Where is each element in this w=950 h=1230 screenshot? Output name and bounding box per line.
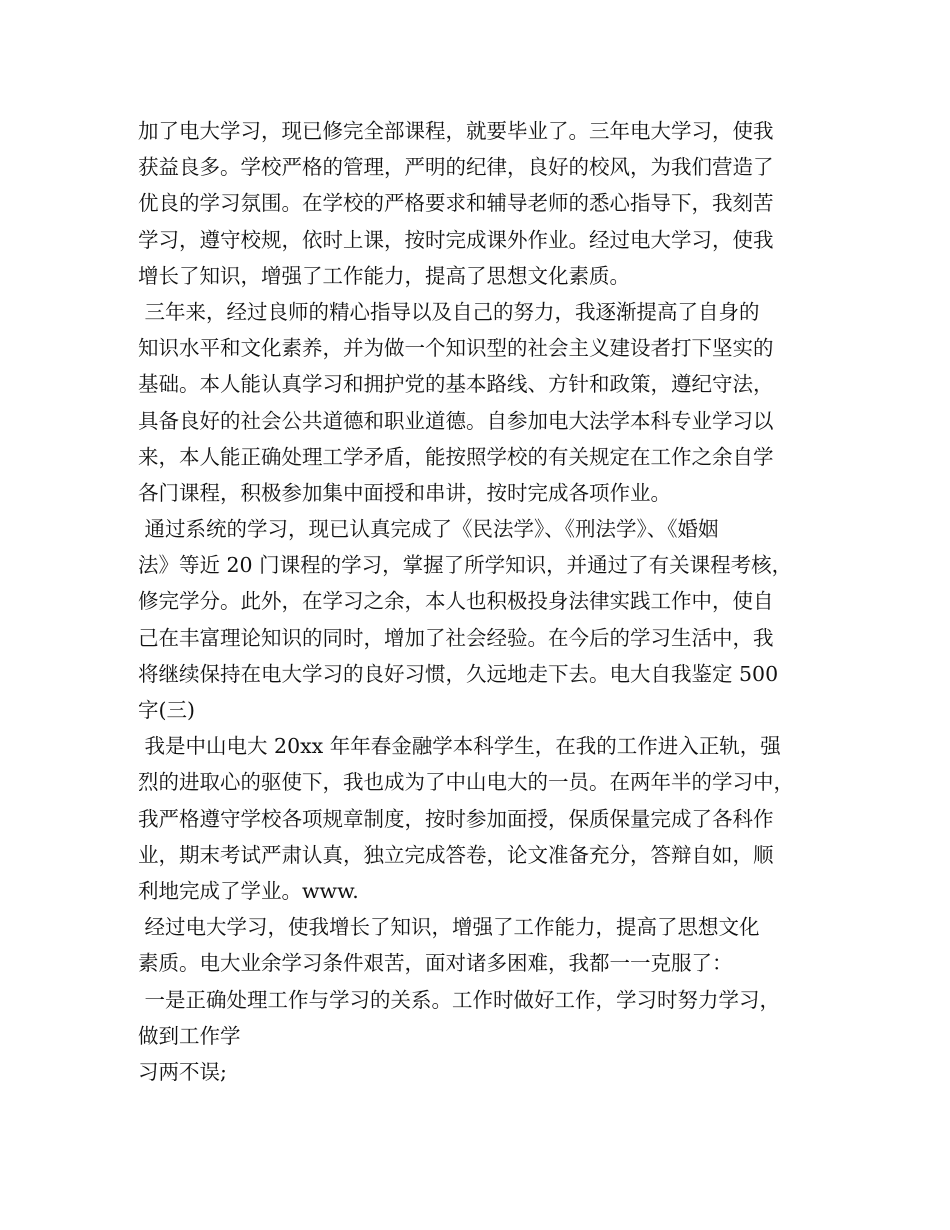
text-line: 基础。本人能认真学习和拥护党的基本路线、方针和政策，遵纪守法，: [138, 372, 774, 397]
text-line: 习两不误;: [138, 1059, 227, 1084]
text-line: 素质。电大业余学习条件艰苦，面对诸多困难，我都一一克服了：: [138, 951, 733, 976]
text-line: 三年来，经过良师的精心指导以及自己的努力，我逐渐提高了自身的: [138, 299, 760, 324]
text-line: 一是正确处理工作与学习的关系。工作时做好工作，学习时努力学习，: [138, 987, 781, 1012]
text-line: 通过系统的学习，现已认真完成了《民法学》、《刑法学》、《婚姻: [138, 517, 719, 542]
text-line: 将继续保持在电大学习的良好习惯，久远地走下去。电大自我鉴定 500: [138, 661, 779, 686]
text-line: 业，期末考试严肃认真，独立完成答卷，论文准备充分，答辩自如，顺: [138, 842, 774, 867]
text-line: 来，本人能正确处理工学矛盾，能按照学校的有关规定在工作之余自学: [138, 444, 774, 469]
text-line: 各门课程，积极参加集中面授和串讲，按时完成各项作业。: [138, 480, 671, 505]
text-line: 获益良多。学校严格的管理，严明的纪律，良好的校风，为我们营造了: [138, 155, 774, 180]
text-line: 烈的进取心的驱使下，我也成为了中山电大的一员。在两年半的学习中，: [138, 770, 794, 795]
text-line: 利地完成了学业。www.: [138, 878, 359, 903]
text-line: 学习，遵守校规，依时上课，按时完成课外作业。经过电大学习，使我: [138, 227, 774, 252]
text-line: 修完学分。此外，在学习之余，本人也积极投身法律实践工作中，使自: [138, 589, 774, 614]
body-text: [138, 113, 828, 1090]
text-line: 加了电大学习，现已修完全部课程，就要毕业了。三年电大学习，使我: [138, 119, 774, 143]
text-line: 经过电大学习，使我增长了知识，增强了工作能力，提高了思想文化: [138, 915, 760, 940]
text-line: 知识水平和文化素养，并为做一个知识型的社会主义建设者打下坚实的: [138, 336, 774, 361]
text-line: 做到工作学: [138, 1023, 241, 1048]
text-line: 己在丰富理论知识的同时，增加了社会经验。在今后的学习生活中，我: [138, 625, 774, 650]
text-line: 具备良好的社会公共道德和职业道德。自参加电大法学本科专业学习以: [138, 408, 774, 433]
text-line: 法》等近 20 门课程的学习，掌握了所学知识，并通过了有关课程考核，: [138, 553, 793, 578]
text-line: 增长了知识，增强了工作能力，提高了思想文化素质。: [138, 263, 630, 288]
text-line: 字(三): [138, 698, 195, 722]
text-line: 优良的学习氛围。在学校的严格要求和辅导老师的悉心指导下，我刻苦: [138, 191, 774, 216]
text-line: 我严格遵守学校各项规章制度，按时参加面授，保质保量完成了各科作: [138, 806, 774, 831]
text-line: 我是中山电大 20xx 年年春金融学本科学生，在我的工作进入正轨，强: [138, 734, 781, 759]
